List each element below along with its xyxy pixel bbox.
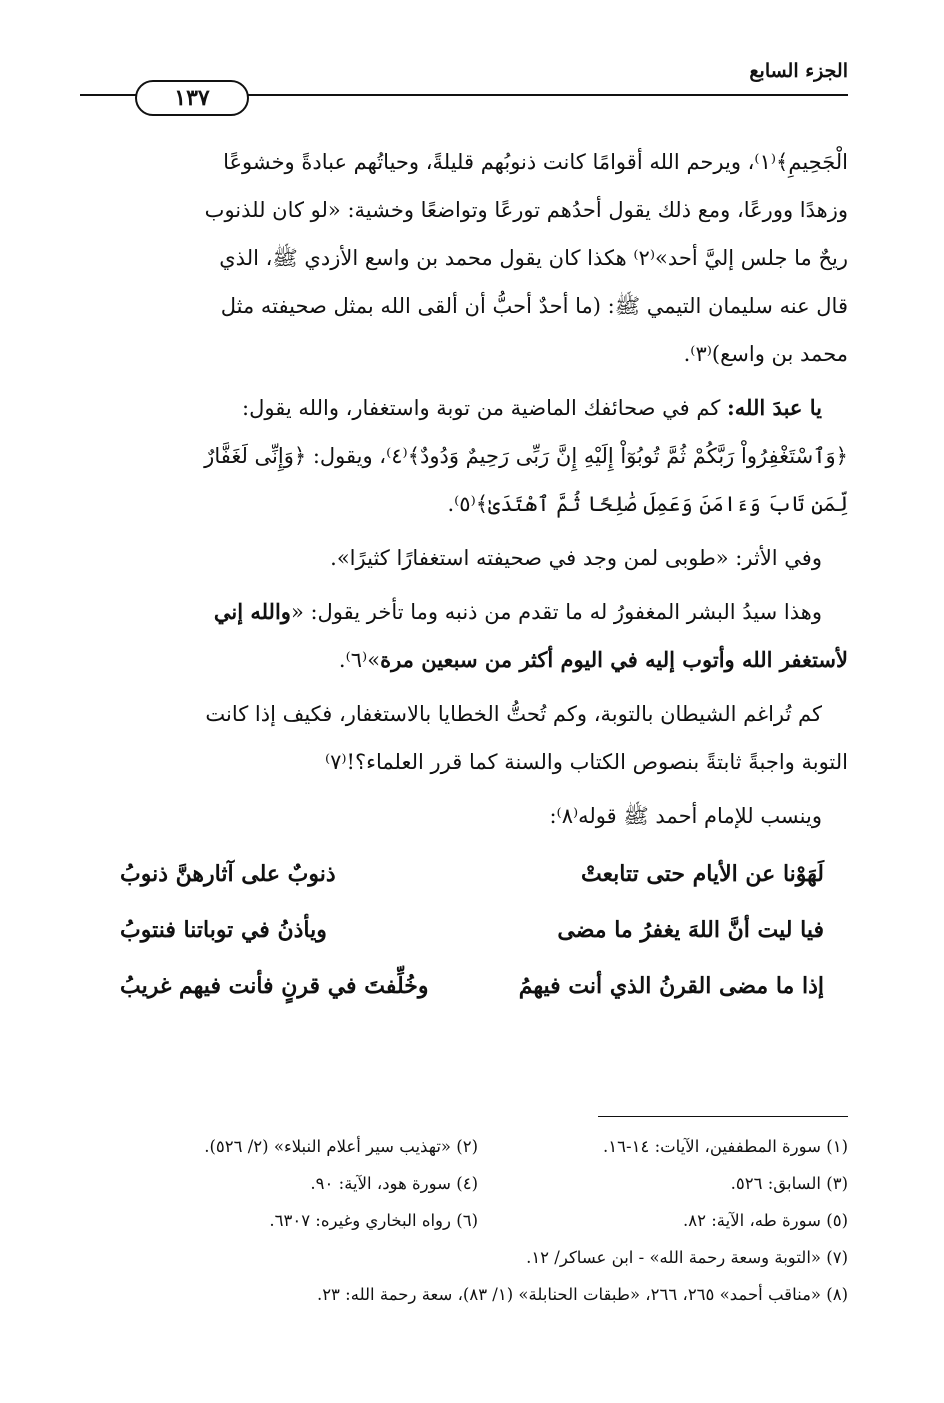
main-text	[80, 138, 848, 1014]
footnotes	[80, 1128, 848, 1313]
footnote-row	[80, 1202, 848, 1239]
footnote: (١) سورة المطففين، الآيات: ١٤-١٦.	[603, 1137, 848, 1156]
text-span: »⁽٦⁾.	[338, 648, 381, 672]
address-lead: يا عبدَ الله:	[727, 395, 822, 420]
paragraph-3	[80, 534, 848, 582]
poem-verse	[80, 902, 848, 958]
text-line: التوبة واجبةً ثابتةً بنصوص الكتاب والسنة كما قرر العلماء؟!⁽٧⁾	[324, 750, 848, 774]
quran-line: ﴿وَٱسْتَغْفِرُواْ رَبَّكُمْ ثُمَّ تُوبُوٓاْ إِلَيْهِ إِنَّ رَبِّى رَحِيمٌ وَدُودٌ﴾⁽٤⁾، ويقول: ﴿وَإِنِّى لَغَفَّارٌ	[204, 444, 848, 468]
footnote-row	[80, 1165, 848, 1202]
footnote: (٣) السابق: ٥٢٦.	[730, 1174, 848, 1193]
footnote: (٢) «تهذيب سير أعلام النبلاء» (٢/ ٥٢٦).	[204, 1137, 478, 1156]
paragraph-1	[80, 138, 848, 378]
text-line: كم تُراغم الشيطان بالتوبة، وكم تُحتُّ الخطايا بالاستغفار، فكيف إذا كانت	[205, 702, 822, 726]
verse-first-hemistich: فيا ليت أنَّ اللهَ يغفرُ ما مضى	[557, 917, 824, 943]
poem-verse	[80, 846, 848, 902]
footnote: (٧) «التوبة وسعة رحمة الله» - ابن عساكر/ ١٢.	[526, 1248, 848, 1267]
text-line: محمد بن واسع)⁽٣⁾.	[683, 342, 848, 366]
text-span: وهذا سيدُ البشر المغفورُ له ما تقدم من ذنبه وما تأخر يقول: «	[290, 600, 822, 624]
page-number: ١٣٧	[135, 80, 249, 116]
quran-line: لِّمَن تَابَ وَءَامَنَ وَعَمِلَ صَٰلِحًا ثُمَّ ٱهْتَدَىٰ﴾⁽٥⁾.	[447, 492, 848, 516]
footnote: (٦) رواه البخاري وغيره: ٦٣٠٧.	[269, 1211, 478, 1230]
poem-verse	[80, 958, 848, 1014]
text-span: كم في صحائفك الماضية من توبة واستغفار، والله يقول:	[242, 396, 728, 420]
paragraph-2	[80, 384, 848, 528]
verse-first-hemistich: إذا ما مضى القرنُ الذي أنت فيهمُ	[518, 973, 824, 999]
verse-second-hemistich: ذنوبٌ على آثارهنَّ ذنوبُ	[120, 861, 336, 887]
paragraph-4	[80, 588, 848, 684]
footnote-row	[80, 1128, 848, 1165]
text-line: وينسب للإمام أحمد ﷺ قوله⁽٨⁾:	[549, 804, 822, 828]
footnote-rule	[598, 1116, 848, 1117]
verse-first-hemistich: لَهَوْنا عن الأيام حتى تتابعتْ	[580, 861, 824, 887]
footnote: (٤) سورة هود، الآية: ٩٠.	[310, 1174, 478, 1193]
text-line: ريحٌ ما جلس إليَّ أحد»⁽٢⁾ هكذا كان يقول محمد بن واسع الأزدي ﷺ، الذي	[219, 246, 848, 270]
text-line	[80, 636, 848, 684]
paragraph-5	[80, 690, 848, 786]
text-line: قال عنه سليمان التيمي ﷺ: (ما أحدٌ أحبُّ أن ألقى الله بمثل صحيفته مثل	[220, 294, 848, 318]
paragraph-6	[80, 792, 848, 840]
text-line: الْجَحِيمِ﴾⁽١⁾، ويرحم الله أقوامًا كانت ذنوبُهم قليلةً، وحياتُهم عبادةً وخشوعًا	[223, 150, 848, 174]
text-line	[80, 384, 848, 432]
running-head: الجزء السابع	[749, 60, 848, 82]
page-header	[80, 58, 848, 111]
verse-second-hemistich: وخُلِّفتَ في قرنٍ فأنت فيهم غريبُ	[120, 973, 429, 999]
text-line: وزهدًا وورعًا، ومع ذلك يقول أحدُهم تورعًا وتواضعًا وخشية: «لو كان للذنوب	[204, 198, 848, 222]
verse-second-hemistich: ويأذنُ في توباتنا فنتوبُ	[120, 917, 327, 943]
text-line: وفي الأثر: «طوبى لمن وجد في صحيفته استغفارًا كثيرًا».	[330, 546, 822, 570]
hadith-bold: لأستغفر الله وأتوب إليه في اليوم أكثر من سبعين مرة	[380, 647, 848, 672]
text-line	[80, 588, 848, 636]
footnote: (٥) سورة طه، الآية: ٨٢.	[683, 1211, 848, 1230]
hadith-bold: والله إني	[213, 599, 291, 624]
footnote: (٨) «مناقب أحمد» ٢٦٥، ٢٦٦، «طبقات الحنابلة» (١/ ٨٣)، سعة رحمة الله: ٢٣.	[316, 1285, 848, 1304]
poem	[80, 846, 848, 1014]
